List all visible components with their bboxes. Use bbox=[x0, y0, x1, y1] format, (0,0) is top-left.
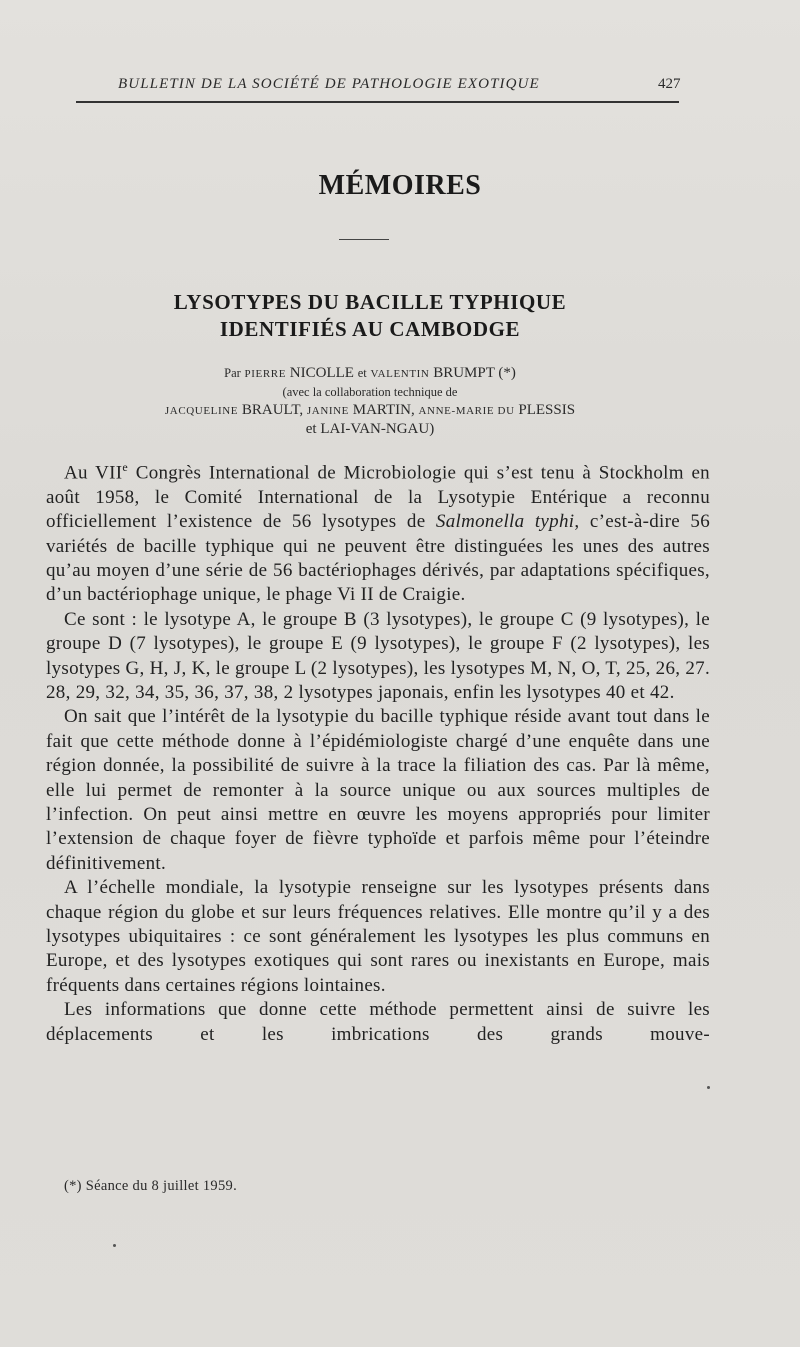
collaborator-surname: BRAULT, bbox=[241, 402, 304, 418]
p1-start: Au VII bbox=[64, 462, 123, 484]
article-title-line-1: LYSOTYPES DU BACILLE TYPHIQUE bbox=[173, 290, 567, 314]
page-number: 427 bbox=[658, 76, 681, 92]
p1-middle: Congrès International de Microbiologie qui s’est tenu à Stockholm en août 1958, le Comité International de la Lysotypie Entérique a reconnu officiellement l’existence de 56 lysotypes de bbox=[46, 462, 710, 533]
p1-superscript: e bbox=[122, 460, 129, 474]
section-title: MÉMOIRES bbox=[318, 170, 482, 201]
collaborator-firstname: JANINE bbox=[306, 405, 349, 417]
author-surname: BRUMPT (*) bbox=[433, 365, 516, 381]
by-label: Par bbox=[224, 366, 241, 380]
paragraph-1 bbox=[46, 455, 710, 608]
header-rule bbox=[76, 101, 679, 103]
p1-end: , c’est-à-dire 56 variétés de bacille typhique qui ne peuvent être distinguées les unes des autres qu’au moyen d’une série de 56 bactériophages dérivés, par adaptations spécifiques, d’un bactériophage unique, le phage Vi II de Craigie. bbox=[46, 511, 711, 606]
authors-line-2: (avec la collaboration technique de bbox=[282, 385, 458, 399]
print-speck bbox=[113, 1244, 116, 1247]
article-body bbox=[46, 455, 710, 1047]
authors-line-3 bbox=[0, 401, 740, 420]
collaborator-firstname: ANNE-MARIE DU bbox=[418, 405, 515, 417]
running-header bbox=[118, 76, 681, 93]
paragraph-3: On sait que l’intérêt de la lysotypie du bacille typhique réside avant tout dans le fait que cette méthode donne à l’épidémiologiste chargé d’une enquête dans une région donnée, la possibilité de suivre à la trace la filiation des cas. Par là même, elle lui permet de remonter à la source unique ou aux sources multiples de l’infection. On peut ainsi mettre en œuvre les moyens appropriés pour limiter l’extension de chaque foyer de fièvre typhoïde et parfois même pour l’éteindre définitivement. bbox=[46, 706, 710, 874]
author-surname: NICOLLE bbox=[289, 365, 354, 381]
footnote: (*) Séance du 8 juillet 1959. bbox=[64, 1178, 237, 1194]
author-firstname: VALENTIN bbox=[370, 368, 430, 380]
print-speck bbox=[707, 1086, 710, 1089]
author-block bbox=[0, 364, 740, 438]
conjunction: et bbox=[357, 366, 367, 380]
article-title-line-2: IDENTIFIÉS AU CAMBODGE bbox=[219, 317, 521, 341]
collaborator-surname: PLESSIS bbox=[518, 402, 576, 418]
authors-line-4: et LAI-VAN-NGAU) bbox=[305, 421, 435, 437]
collaborator-firstname: JACQUELINE bbox=[164, 405, 239, 417]
collaborator-surname: MARTIN, bbox=[352, 402, 415, 418]
author-firstname: PIERRE bbox=[244, 368, 287, 380]
running-title: BULLETIN DE LA SOCIÉTÉ DE PATHOLOGIE EXOTIQUE bbox=[118, 76, 540, 92]
section-divider bbox=[339, 239, 389, 240]
species-name: Salmonella typhi bbox=[435, 511, 575, 533]
article-title bbox=[0, 289, 740, 343]
paragraph-5: Les informations que donne cette méthode permettent ainsi de suivre les déplacements et les imbrications des grands mouve- bbox=[46, 999, 710, 1045]
paragraph-2: Ce sont : le lysotype A, le groupe B (3 lysotypes), le groupe C (9 lysotypes), le groupe D (7 lysotypes), le groupe E (9 lysotypes), le groupe F (2 lysotypes), les lysotypes G, H, J, K, le groupe L (2 lysotypes), les lysotypes M, N, O, T, 25, 26, 27. 28, 29, 32, 34, 35, 36, 37, 38, 2 lysotypes japonais, enfin les lysotypes 40 et 42. bbox=[46, 608, 711, 703]
authors-line-1 bbox=[0, 364, 740, 383]
paragraph-4: A l’échelle mondiale, la lysotypie renseigne sur les lysotypes présents dans chaque région du globe et sur leurs fréquences relatives. Elle montre qu’il y a des lysotypes ubiquitaires : ce sont généralement les lysotypes les plus communs en Europe, et des lysotypes exotiques qui sont rares ou inexistants en Europe, mais fréquents dans certaines régions lointaines. bbox=[46, 877, 710, 996]
